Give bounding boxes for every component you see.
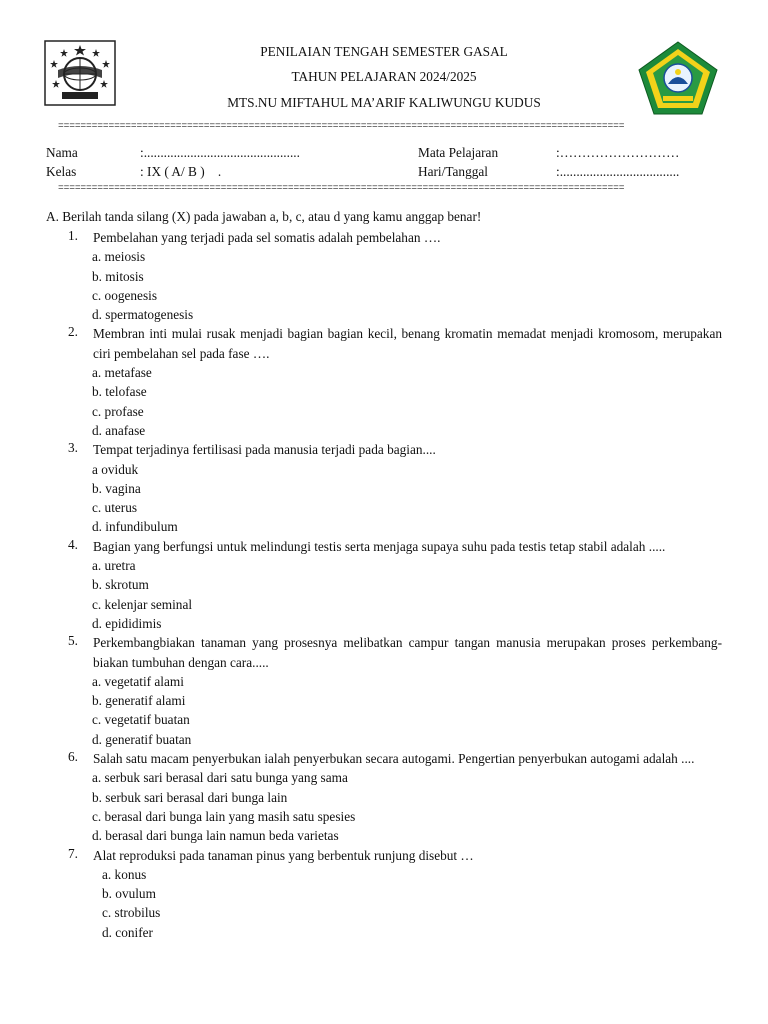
question-5 — [46, 633, 722, 749]
option-b[interactable]: b. vagina — [92, 480, 141, 496]
option-c[interactable]: c. profase — [92, 403, 144, 419]
question-text: Membran inti mulai rusak menjadi bagian bagian kecil, benang kromatin memadat menjadi kromosom, merupakan ciri pembelahan sel pada fase …. — [93, 326, 722, 361]
mapel-label: Mata Pelajaran — [418, 145, 499, 160]
question-number: 4. — [68, 536, 78, 552]
option-a[interactable]: a. metafase — [92, 365, 152, 381]
option-c[interactable]: c. kelenjar seminal — [92, 596, 193, 612]
option-a[interactable]: a. konus — [102, 866, 147, 882]
option-a[interactable]: a. meiosis — [92, 249, 146, 265]
question-text: Pembelahan yang terjadi pada sel somatis adalah pembelahan …. — [93, 230, 441, 245]
option-a[interactable]: a. serbuk sari berasal dari satu bunga yang sama — [92, 770, 348, 786]
option-c[interactable]: c. vegetatif buatan — [92, 712, 190, 728]
question-text: Bagian yang berfungsi untuk melindungi testis serta menjaga supaya suhu pada testis tetap stabil adalah ..... — [93, 538, 666, 554]
option-c[interactable]: c. uterus — [92, 500, 138, 516]
question-number: 1. — [68, 228, 78, 243]
mapel-field[interactable]: :……………………… — [556, 145, 680, 160]
option-d[interactable]: d. berasal dari bunga lain namun beda varietas — [92, 828, 339, 844]
question-2 — [46, 324, 722, 440]
option-c[interactable]: c. berasal dari bunga lain yang masih satu spesies — [92, 808, 356, 824]
section-instruction: A. Berilah tanda silang (X) pada jawaban a, b, c, atau d yang kamu anggap benar! — [46, 209, 482, 224]
divider-top: ===================================================================================================== — [58, 120, 625, 131]
nama-field[interactable]: :............................................... — [140, 145, 300, 160]
question-text: Tempat terjadinya fertilisasi pada manusia terjadi pada bagian.... — [93, 442, 436, 458]
school-year: TAHUN PELAJARAN 2024/2025 — [291, 69, 477, 84]
option-b[interactable]: b. telofase — [92, 384, 147, 400]
nama-label: Nama — [46, 145, 78, 160]
question-number: 3. — [68, 440, 78, 456]
divider-bottom: ===================================================================================================== — [58, 182, 625, 193]
option-d[interactable]: d. generatif buatan — [92, 731, 192, 747]
option-b[interactable]: b. ovulum — [102, 886, 156, 902]
question-6 — [46, 749, 722, 845]
option-b[interactable]: b. serbuk sari berasal dari bunga lain — [92, 789, 288, 805]
question-number: 6. — [68, 749, 78, 765]
question-number: 5. — [68, 633, 78, 649]
option-a[interactable]: a. vegetatif alami — [92, 673, 184, 689]
option-c[interactable]: c. strobilus — [102, 905, 161, 921]
option-b[interactable]: b. skrotum — [92, 577, 149, 593]
exam-title: PENILAIAN TENGAH SEMESTER GASAL — [260, 44, 508, 59]
option-d[interactable]: d. infundibulum — [92, 519, 178, 535]
question-text: Perkembangbiakan tanaman yang prosesnya melibatkan campur tangan manusia merupakan proses perkembang- biakan tumbuhan dengan cara..... — [93, 635, 722, 670]
option-a[interactable]: a. uretra — [92, 558, 136, 574]
option-d[interactable]: d. conifer — [102, 924, 153, 940]
question-list — [46, 228, 722, 942]
school-name: MTS.NU MIFTAHUL MA’ARIF KALIWUNGU KUDUS — [227, 95, 541, 110]
question-number: 7. — [68, 845, 78, 861]
option-c[interactable]: c. oogenesis — [92, 287, 157, 303]
question-number: 2. — [68, 324, 78, 340]
option-d[interactable]: d. anafase — [92, 422, 146, 438]
question-text: Salah satu macam penyerbukan ialah penyerbukan secara autogami. Pengertian penyerbukan autogami adalah .... — [93, 751, 695, 767]
question-4 — [46, 537, 722, 633]
kelas-label: Kelas — [46, 164, 77, 179]
option-d[interactable]: d. spermatogenesis — [92, 307, 194, 323]
option-d[interactable]: d. epididimis — [92, 615, 162, 631]
option-a[interactable]: a oviduk — [92, 461, 139, 477]
option-b[interactable]: b. mitosis — [92, 268, 144, 284]
question-1 — [46, 228, 722, 324]
option-b[interactable]: b. generatif alami — [92, 693, 186, 709]
hari-field[interactable]: :.................................... — [556, 164, 680, 179]
question-text: Alat reproduksi pada tanaman pinus yang berbentuk runjung disebut … — [93, 847, 474, 863]
question-7 — [46, 846, 722, 942]
kelas-field[interactable]: : IX ( A/ B ) . — [140, 164, 222, 179]
question-3 — [46, 440, 722, 536]
hari-label: Hari/Tanggal — [418, 164, 488, 179]
